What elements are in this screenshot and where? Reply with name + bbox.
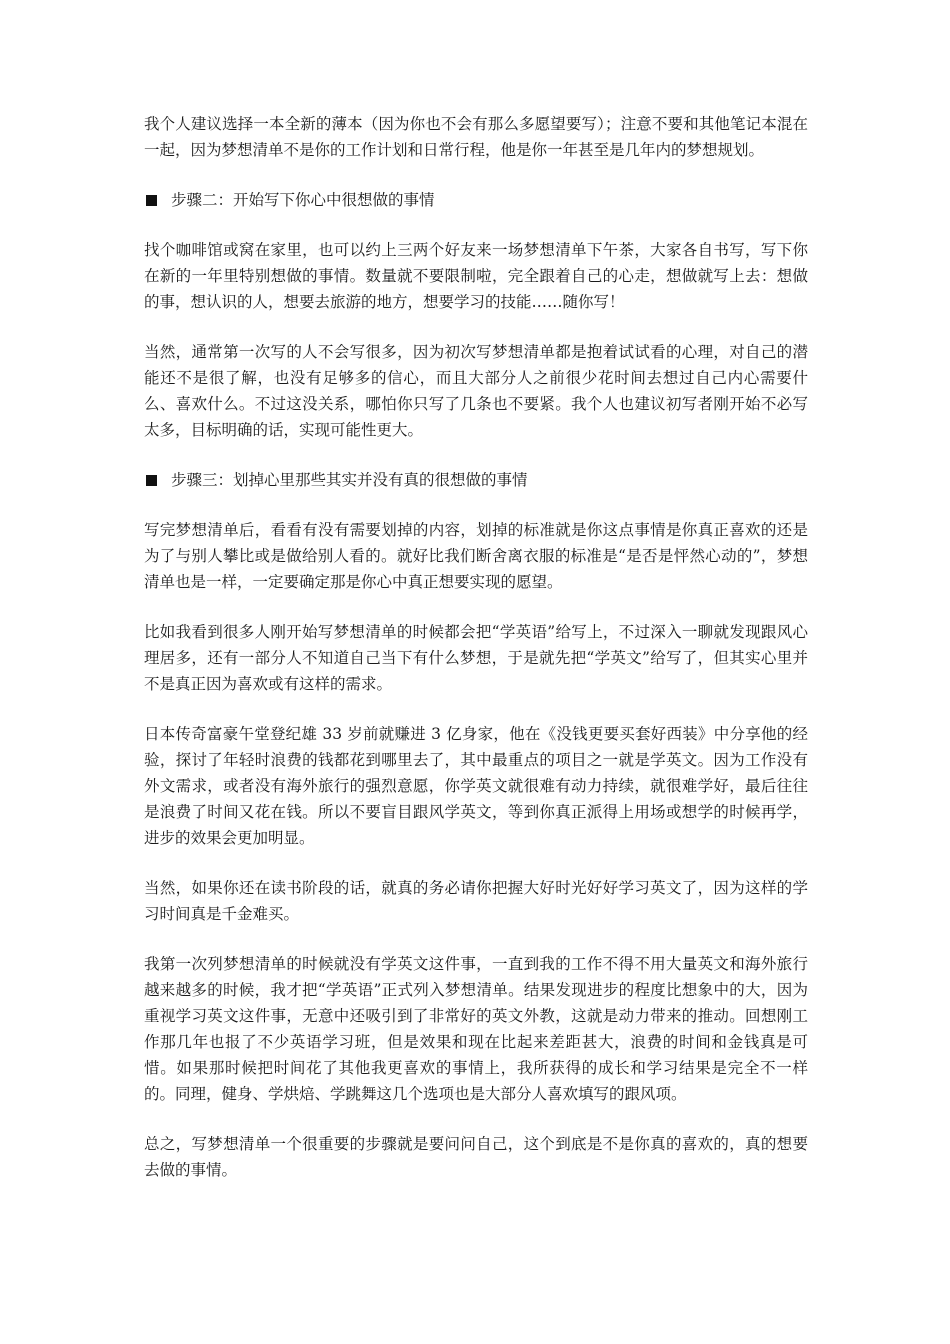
step-three-heading bbox=[144, 467, 808, 493]
step-two-heading bbox=[144, 187, 808, 213]
paragraph-first-time: 当然，通常第一次写的人不会写很多，因为初次写梦想清单都是抱着试试看的心理，对自己的潜能还不是很了解，也没有足够多的信心，而且大部分人之前很少花时间去想过自己内心需要什么、喜欢什么。不过这没关系，哪怕你只写了几条也不要紧。我个人也建议初写者刚开始不必写太多，目标明确的话，实现可能性更大。 bbox=[144, 343, 808, 439]
step-two-heading-text: 步骤二：开始写下你心中很想做的事情 bbox=[171, 191, 435, 209]
paragraph-students: 当然，如果你还在读书阶段的话，就真的务必请你把握大好时光好好学习英文了，因为这样的学习时间真是千金难买。 bbox=[144, 879, 808, 923]
square-bullet-icon bbox=[146, 195, 157, 206]
step-three-heading-text: 步骤三：划掉心里那些其实并没有真的很想做的事情 bbox=[171, 471, 528, 489]
paragraph-conclusion: 总之，写梦想清单一个很重要的步骤就是要问问自己，这个到底是不是你真的喜欢的，真的想要去做的事情。 bbox=[144, 1135, 808, 1179]
square-bullet-icon bbox=[146, 475, 157, 486]
paragraph-notebook-advice: 我个人建议选择一本全新的薄本（因为你也不会有那么多愿望要写）；注意不要和其他笔记本混在一起，因为梦想清单不是你的工作计划和日常行程，他是你一年甚至是几年内的梦想规划。 bbox=[144, 115, 808, 159]
paragraph-cross-out: 写完梦想清单后，看看有没有需要划掉的内容，划掉的标准就是你这点事情是你真正喜欢的还是为了与别人攀比或是做给别人看的。就好比我们断舍离衣服的标准是“是否是怦然心动的”，梦想清单也是一样，一定要确定那是你心中真正想要实现的愿望。 bbox=[144, 521, 808, 591]
paragraph-learn-english-trend: 比如我看到很多人刚开始写梦想清单的时候都会把“学英语”给写上，不过深入一聊就发现跟风心理居多，还有一部分人不知道自己当下有什么梦想，于是就先把“学英文”给写了，但其实心里并不是真正因为喜欢或有这样的需求。 bbox=[144, 623, 808, 693]
paragraph-write-wishes: 找个咖啡馆或窝在家里，也可以约上三两个好友来一场梦想清单下午茶，大家各自书写，写下你在新的一年里特别想做的事情。数量就不要限制啦，完全跟着自己的心走，想做就写上去：想做的事，想认识的人，想要去旅游的地方，想要学习的技能……随你写！ bbox=[144, 241, 808, 311]
paragraph-personal-experience: 我第一次列梦想清单的时候就没有学英文这件事，一直到我的工作不得不用大量英文和海外旅行越来越多的时候，我才把“学英语”正式列入梦想清单。结果发现进步的程度比想象中的大，因为重视学习英文这件事，无意中还吸引到了非常好的英文外教，这就是动力带来的推动。回想刚工作那几年也报了不少英语学习班，但是效果和现在比起来差距甚大，浪费的时间和金钱真是可惜。如果那时候把时间花了其他我更喜欢的事情上，我所获得的成长和学习结果是完全不一样的。同理，健身、学烘焙、学跳舞这几个选项也是大部分人喜欢填写的跟风项。 bbox=[144, 955, 808, 1103]
paragraph-japanese-example: 日本传奇富豪午堂登纪雄 33 岁前就赚进 3 亿身家，他在《没钱更要买套好西装》中分享他的经验，探讨了年轻时浪费的钱都花到哪里去了，其中最重点的项目之一就是学英文。因为工作没有外文需求，或者没有海外旅行的强烈意愿，你学英文就很难有动力持续，就很难学好，最后往往是浪费了时间又花在钱。所以不要盲目跟风学英文，等到你真正派得上用场或想学的时候再学，进步的效果会更加明显。 bbox=[144, 725, 808, 847]
document-body bbox=[144, 111, 808, 1207]
